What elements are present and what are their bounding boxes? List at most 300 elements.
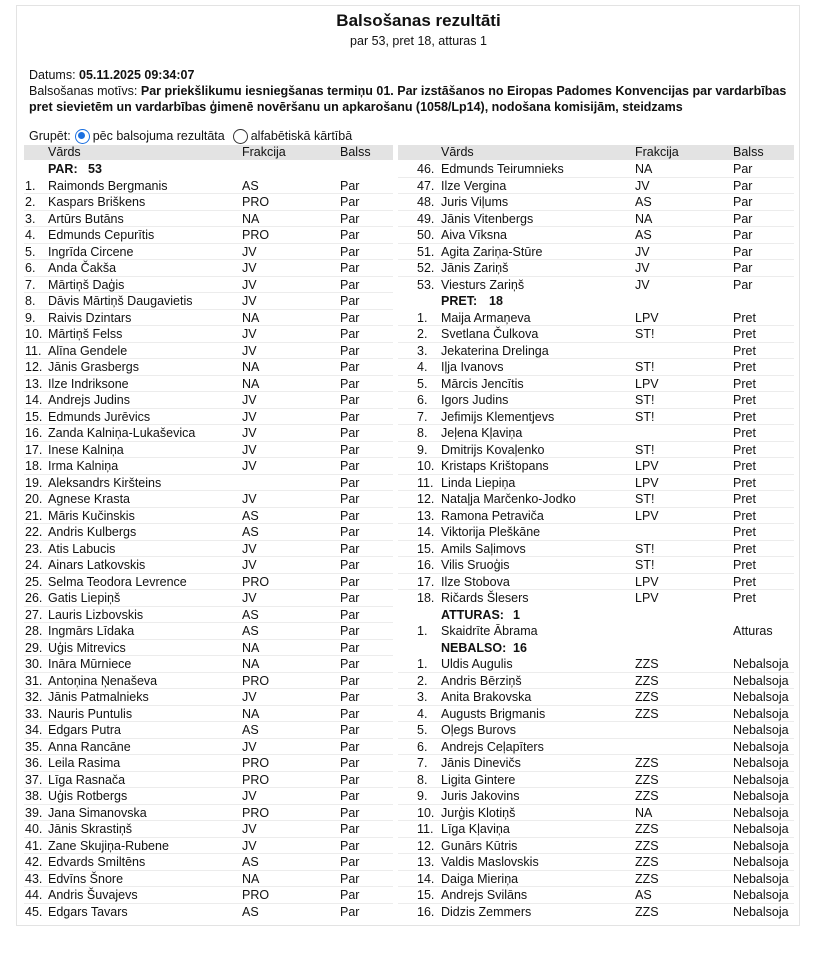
table-row <box>24 574 393 591</box>
member-name: Mārcis Jencītis <box>441 376 524 391</box>
table-row <box>398 475 794 492</box>
member-name: Nataļja Marčenko-Jodko <box>441 492 576 506</box>
member-vote: Par <box>340 789 360 803</box>
row-number: 16. <box>417 904 435 919</box>
row-number: 19. <box>25 475 43 490</box>
member-vote: Par <box>340 343 360 358</box>
member-name: Atis Labucis <box>48 541 116 556</box>
row-number: 1. <box>417 310 428 325</box>
member-name: Dmitrijs Kovaļenko <box>441 442 545 457</box>
row-number: 32. <box>25 690 43 704</box>
table-row <box>398 838 794 855</box>
table-row <box>398 343 794 360</box>
date-label: Datums: <box>29 68 76 82</box>
table-row <box>24 376 393 393</box>
member-faction: LPV <box>635 459 659 473</box>
member-vote: Par <box>340 822 360 836</box>
row-number: 17. <box>417 574 435 589</box>
row-number: 9. <box>417 442 428 457</box>
member-faction: LPV <box>635 475 659 490</box>
member-vote: Par <box>340 657 360 671</box>
member-vote: Pret <box>733 475 756 490</box>
table-row <box>24 590 393 607</box>
member-name: Mārtiņš Felss <box>48 327 123 341</box>
table-row <box>24 722 393 739</box>
member-faction: NA <box>242 706 260 721</box>
member-name: Juris Jakovins <box>441 789 520 803</box>
table-row <box>398 722 794 739</box>
group-alphabetical-radio[interactable] <box>233 129 248 144</box>
table-row <box>24 442 393 459</box>
member-faction: LPV <box>635 591 659 605</box>
table-row <box>398 409 794 426</box>
table-row <box>398 739 794 756</box>
member-name: Līga Rasnača <box>48 772 126 787</box>
member-name: Andris Šuvajevs <box>48 888 138 902</box>
group-label: ATTURAS: <box>441 607 504 622</box>
member-faction: JV <box>242 822 257 836</box>
row-number: 7. <box>417 409 428 424</box>
member-name: Augusts Brigmanis <box>441 706 546 721</box>
member-vote: Par <box>340 739 360 754</box>
member-vote: Par <box>733 244 753 259</box>
member-vote: Pret <box>733 541 756 556</box>
member-name: Lauris Lizbovskis <box>48 607 144 622</box>
member-faction: ZZS <box>635 871 659 886</box>
member-name: Ilze Vergina <box>441 178 507 193</box>
member-faction: ZZS <box>635 789 659 803</box>
member-name: Andrejs Ceļapīters <box>441 739 544 754</box>
results-column-left <box>24 161 393 920</box>
member-faction: JV <box>242 558 257 572</box>
row-number: 18. <box>25 459 43 473</box>
table-row <box>398 260 794 277</box>
table-row <box>24 194 393 211</box>
table-row <box>24 772 393 789</box>
table-row <box>24 227 393 244</box>
date-value: 05.11.2025 09:34:07 <box>79 68 195 82</box>
motive-label: Balsošanas motīvs: <box>29 84 138 98</box>
member-name: Jānis Patmalnieks <box>48 690 149 704</box>
table-row <box>24 656 393 673</box>
member-name: Leila Rasima <box>48 756 121 770</box>
member-vote: Pret <box>733 343 756 358</box>
table-row <box>24 623 393 640</box>
member-vote: Nebalsoja <box>733 855 789 869</box>
member-name: Uldis Augulis <box>441 657 513 671</box>
table-header-left <box>24 145 393 160</box>
member-vote: Pret <box>733 459 756 473</box>
table-row <box>398 590 794 607</box>
member-faction: ZZS <box>635 657 659 671</box>
member-vote: Par <box>340 640 360 655</box>
member-name: Līga Kļaviņa <box>441 822 510 836</box>
row-number: 42. <box>25 855 43 869</box>
member-name: Linda Liepiņa <box>441 475 516 490</box>
row-number: 9. <box>25 310 36 325</box>
member-name: Viktorija Pleškāne <box>441 525 541 539</box>
table-row <box>398 442 794 459</box>
header-name: Vārds <box>48 145 81 159</box>
row-number: 16. <box>417 558 435 572</box>
member-name: Artūrs Butāns <box>48 211 124 226</box>
member-name: Inese Kalniņa <box>48 442 124 457</box>
member-vote: Par <box>340 855 360 869</box>
table-header-right <box>398 145 794 160</box>
member-faction: ST! <box>635 558 655 572</box>
member-faction: NA <box>242 376 260 391</box>
member-name: Anna Rancāne <box>48 739 131 754</box>
member-name: Raimonds Bergmanis <box>48 178 168 193</box>
member-vote: Nebalsoja <box>733 805 789 820</box>
member-vote: Par <box>340 244 360 259</box>
row-number: 4. <box>417 360 428 374</box>
member-faction: NA <box>242 211 260 226</box>
group-alphabetical-label[interactable]: alfabētiskā kārtībā <box>250 129 353 143</box>
member-vote: Nebalsoja <box>733 904 789 919</box>
table-row <box>398 458 794 475</box>
member-faction: ST! <box>635 393 655 407</box>
member-name: Skaidrīte Ābrama <box>441 624 538 638</box>
member-name: Anda Čakša <box>48 261 117 275</box>
member-vote: Nebalsoja <box>733 888 789 902</box>
member-name: Gatis Liepiņš <box>48 591 121 605</box>
group-by-control <box>29 126 352 146</box>
member-vote: Par <box>340 871 360 886</box>
motive-text: Par priekšlikumu iesniegšanas termiņu 01. Par izstāšanos no Eiropas Padomes Konvencijas par vardarbības pret sievietēm un vardarbības ģimenē novēršanu un apkarošanu (1058/Lp14), nodošana komisijām, steidzams <box>29 84 787 114</box>
row-number: 11. <box>417 822 434 836</box>
member-name: Oļegs Burovs <box>441 723 517 737</box>
table-row <box>24 805 393 822</box>
member-faction: ST! <box>635 541 655 556</box>
member-faction: AS <box>242 508 259 523</box>
member-faction: AS <box>635 228 652 242</box>
row-number: 14. <box>25 393 43 407</box>
member-vote: Par <box>733 277 753 292</box>
member-name: Antoņina Ņenaševa <box>48 673 158 688</box>
row-number: 10. <box>417 805 435 820</box>
row-number: 38. <box>25 789 43 803</box>
table-row <box>24 277 393 294</box>
member-vote: Par <box>733 162 753 176</box>
member-name: Uģis Mitrevics <box>48 640 126 655</box>
table-row <box>398 310 794 327</box>
member-vote: Nebalsoja <box>733 822 789 836</box>
table-row <box>24 541 393 558</box>
row-number: 11. <box>417 475 434 490</box>
member-name: Jana Simanovska <box>48 805 147 820</box>
row-number: 5. <box>417 723 428 737</box>
table-row <box>398 376 794 393</box>
member-name: Dāvis Mārtiņš Daugavietis <box>48 294 193 308</box>
row-number: 4. <box>25 228 36 242</box>
member-faction: ZZS <box>635 904 659 919</box>
row-number: 6. <box>25 261 36 275</box>
member-vote: Par <box>340 409 360 424</box>
member-vote: Pret <box>733 525 756 539</box>
member-faction: JV <box>242 244 257 259</box>
row-number: 22. <box>25 525 43 539</box>
table-row <box>24 425 393 442</box>
table-row <box>24 326 393 343</box>
member-name: Didzis Zemmers <box>441 904 532 919</box>
member-name: Irma Kalniņa <box>48 459 119 473</box>
member-faction: NA <box>242 657 260 671</box>
row-number: 11. <box>25 343 42 358</box>
table-row <box>398 904 794 921</box>
member-vote: Par <box>340 772 360 787</box>
row-number: 12. <box>417 838 435 853</box>
member-vote: Par <box>340 442 360 457</box>
member-name: Māris Kučinskis <box>48 508 135 523</box>
member-name: Edgars Tavars <box>48 904 128 919</box>
results-column-right <box>398 161 794 920</box>
member-name: Andris Bērziņš <box>441 673 522 688</box>
table-row <box>398 211 794 228</box>
group-by-result-label[interactable]: pēc balsojuma rezultāta <box>92 129 225 143</box>
group-label: NEBALSO: <box>441 640 507 655</box>
row-number: 29. <box>25 640 43 655</box>
member-name: Juris Viļums <box>441 195 509 209</box>
member-name: Uģis Rotbergs <box>48 789 128 803</box>
group-by-result-radio[interactable] <box>75 129 90 144</box>
row-number: 24. <box>25 558 43 572</box>
member-vote: Par <box>340 541 360 556</box>
row-number: 7. <box>417 756 428 770</box>
member-vote: Par <box>340 756 360 770</box>
member-name: Aiva Vīksna <box>441 228 508 242</box>
table-row <box>398 623 794 640</box>
member-name: Zane Skujiņa-Rubene <box>48 838 169 853</box>
member-faction: JV <box>635 277 650 292</box>
group-count: 53 <box>88 162 102 176</box>
member-vote: Par <box>340 888 360 902</box>
table-row <box>24 524 393 541</box>
member-faction: JV <box>242 838 257 853</box>
row-number: 41. <box>25 838 43 853</box>
group-label: Grupēt: <box>29 129 71 143</box>
member-name: Raivis Dzintars <box>48 310 132 325</box>
member-vote: Pret <box>733 591 756 605</box>
member-faction: PRO <box>242 195 270 209</box>
member-vote: Par <box>340 574 360 589</box>
vote-group-heading <box>398 640 794 657</box>
row-number: 28. <box>25 624 43 638</box>
member-vote: Par <box>340 904 360 919</box>
member-name: Zanda Kalniņa-Lukaševica <box>48 426 196 440</box>
member-faction: JV <box>635 178 650 193</box>
member-vote: Par <box>340 376 360 391</box>
member-faction: ZZS <box>635 822 659 836</box>
table-row <box>398 244 794 261</box>
member-faction: PRO <box>242 772 270 787</box>
member-name: Jeļena Kļaviņa <box>441 426 523 440</box>
table-row <box>398 788 794 805</box>
table-row <box>24 293 393 310</box>
member-name: Iļja Ivanovs <box>441 360 504 374</box>
member-faction: AS <box>242 525 259 539</box>
member-name: Anita Brakovska <box>441 690 532 704</box>
vote-group-heading <box>24 161 393 178</box>
row-number: 9. <box>417 789 428 803</box>
group-count: 18 <box>489 294 503 308</box>
table-row <box>398 178 794 195</box>
row-number: 34. <box>25 723 43 737</box>
row-number: 44. <box>25 888 43 902</box>
member-faction: NA <box>242 310 260 325</box>
member-faction: ST! <box>635 327 655 341</box>
member-name: Nauris Puntulis <box>48 706 133 721</box>
row-number: 13. <box>417 855 435 869</box>
table-row <box>398 574 794 591</box>
header-faction: Frakcija <box>635 145 679 159</box>
member-name: Ainars Latkovskis <box>48 558 146 572</box>
table-row <box>24 491 393 508</box>
row-number: 33. <box>25 706 43 721</box>
row-number: 1. <box>417 657 428 671</box>
member-faction: JV <box>242 459 257 473</box>
table-row <box>24 821 393 838</box>
member-name: Jānis Vitenbergs <box>441 211 534 226</box>
member-vote: Par <box>733 178 753 193</box>
table-row <box>398 656 794 673</box>
member-faction: JV <box>242 277 257 292</box>
member-vote: Nebalsoja <box>733 756 789 770</box>
row-number: 25. <box>25 574 43 589</box>
member-vote: Par <box>340 492 360 506</box>
member-faction: NA <box>635 805 653 820</box>
member-faction: JV <box>242 789 257 803</box>
member-vote: Pret <box>733 508 756 523</box>
row-number: 15. <box>417 888 435 902</box>
table-row <box>398 227 794 244</box>
row-number: 6. <box>417 393 428 407</box>
table-row <box>398 805 794 822</box>
member-faction: NA <box>242 640 260 655</box>
member-faction: PRO <box>242 805 270 820</box>
member-vote: Par <box>340 459 360 473</box>
member-faction: AS <box>242 624 259 638</box>
row-number: 5. <box>417 376 428 391</box>
member-name: Andris Kulbergs <box>48 525 137 539</box>
row-number: 2. <box>25 195 36 209</box>
member-vote: Pret <box>733 492 756 506</box>
table-row <box>24 557 393 574</box>
page-title: Balsošanas rezultāti <box>336 11 501 30</box>
member-vote: Par <box>340 673 360 688</box>
member-name: Alīna Gendele <box>48 343 128 358</box>
member-vote: Par <box>340 607 360 622</box>
row-number: 47. <box>417 178 435 193</box>
member-faction: AS <box>242 855 259 869</box>
member-vote: Pret <box>733 426 756 440</box>
row-number: 2. <box>417 327 428 341</box>
table-row <box>398 392 794 409</box>
member-vote: Par <box>340 426 360 440</box>
table-row <box>398 689 794 706</box>
table-row <box>24 887 393 904</box>
table-row <box>24 359 393 376</box>
table-row <box>24 706 393 723</box>
member-faction: LPV <box>635 376 659 391</box>
row-number: 7. <box>25 277 36 292</box>
member-name: Kristaps Krištopans <box>441 459 549 473</box>
member-faction: ZZS <box>635 855 659 869</box>
member-vote: Par <box>340 195 360 209</box>
member-vote: Nebalsoja <box>733 706 789 721</box>
member-faction: JV <box>242 327 257 341</box>
row-number: 4. <box>417 706 428 721</box>
member-vote: Par <box>340 508 360 523</box>
row-number: 17. <box>25 442 43 457</box>
member-faction: ST! <box>635 360 655 374</box>
table-row <box>24 343 393 360</box>
member-faction: AS <box>635 195 652 209</box>
group-count: 16 <box>513 640 527 655</box>
member-vote: Par <box>733 261 753 275</box>
member-vote: Par <box>340 591 360 605</box>
member-faction: ZZS <box>635 772 659 787</box>
member-name: Maija Armaņeva <box>441 310 531 325</box>
row-number: 3. <box>417 343 428 358</box>
table-row <box>398 557 794 574</box>
member-faction: AS <box>635 888 652 902</box>
member-vote: Par <box>340 838 360 853</box>
row-number: 16. <box>25 426 43 440</box>
member-vote: Nebalsoja <box>733 871 789 886</box>
member-vote: Par <box>340 360 360 374</box>
member-name: Ilze Indriksone <box>48 376 129 391</box>
member-vote: Par <box>340 475 360 490</box>
member-faction: JV <box>242 442 257 457</box>
member-faction: NA <box>635 211 653 226</box>
member-vote: Par <box>340 706 360 721</box>
member-faction: JV <box>242 426 257 440</box>
member-vote: Par <box>733 211 753 226</box>
member-vote: Nebalsoja <box>733 690 789 704</box>
row-number: 5. <box>25 244 36 259</box>
row-number: 15. <box>417 541 435 556</box>
member-name: Agita Zariņa-Stūre <box>441 244 543 259</box>
member-faction: NA <box>635 162 653 176</box>
table-row <box>398 277 794 294</box>
member-vote: Pret <box>733 360 756 374</box>
member-vote: Pret <box>733 376 756 391</box>
group-count: 1 <box>513 607 520 622</box>
table-row <box>398 854 794 871</box>
vote-date <box>29 68 194 82</box>
table-row <box>24 689 393 706</box>
member-vote: Pret <box>733 442 756 457</box>
table-row <box>24 458 393 475</box>
header-name: Vārds <box>441 145 474 159</box>
member-name: Jefimijs Klementjevs <box>441 409 555 424</box>
member-name: Jurģis Klotiņš <box>441 805 516 820</box>
table-row <box>398 425 794 442</box>
member-faction: PRO <box>242 888 270 902</box>
table-row <box>24 211 393 228</box>
group-label: PRET: <box>441 294 478 308</box>
member-name: Edmunds Teirumnieks <box>441 162 564 176</box>
member-vote: Par <box>340 723 360 737</box>
row-number: 36. <box>25 756 43 770</box>
member-name: Svetlana Čulkova <box>441 327 539 341</box>
member-faction: JV <box>242 739 257 754</box>
member-vote: Par <box>340 327 360 341</box>
results-summary: par 53, pret 18, atturas 1 <box>350 34 487 48</box>
member-faction: JV <box>635 244 650 259</box>
member-faction: AS <box>242 904 259 919</box>
